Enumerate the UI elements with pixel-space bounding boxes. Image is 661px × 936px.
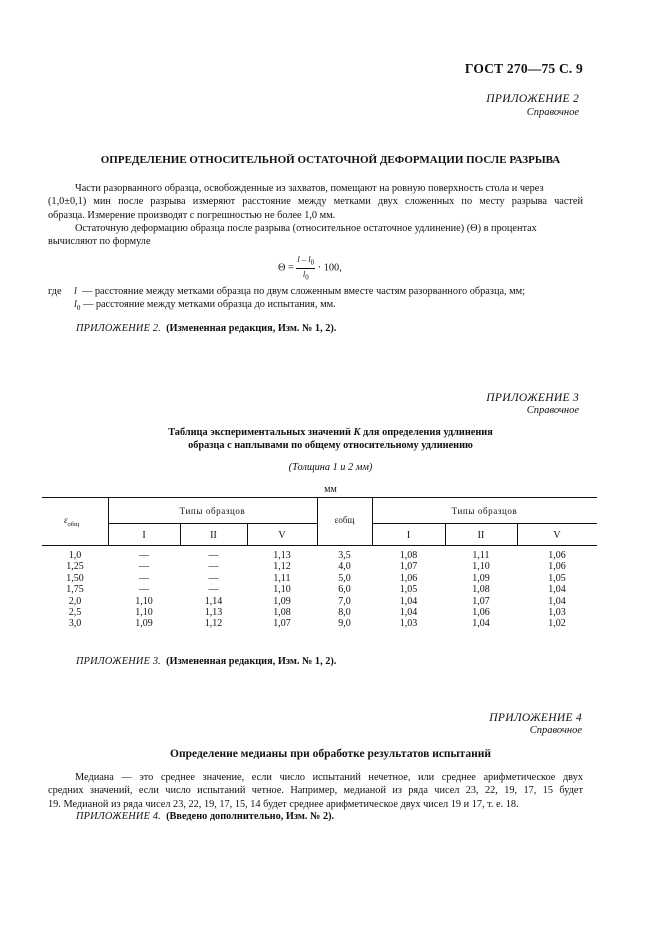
table-title: [0, 426, 661, 452]
table-cell: 2,0: [68, 595, 82, 607]
appendix2-paragraph1: [48, 182, 583, 222]
table-top-rule: [42, 497, 597, 498]
formula-denominator-text: l: [302, 268, 306, 279]
appendix3-note-text: (Измененная редакция, Изм. № 1, 2).: [166, 656, 337, 667]
table-cell: 1,07: [472, 595, 490, 607]
table-cell: 1,0: [68, 550, 82, 561]
table-cell: 1,13: [204, 607, 223, 619]
header-eps-right: εобщ: [334, 515, 355, 525]
appendix2-note-label: ПРИЛОЖЕНИЕ 2.: [76, 323, 161, 334]
table-cell: 8,0: [338, 607, 351, 619]
table-cell: 1,08: [273, 607, 291, 619]
table-cell: 1,04: [548, 595, 566, 607]
table-cell: —: [208, 550, 219, 561]
table-title-part2: для определения удлинения: [362, 427, 493, 438]
table-cell: 1,03: [548, 607, 566, 619]
appendix2-paragraph2: [48, 222, 583, 249]
table-cell: 1,04: [399, 607, 418, 619]
table-body: [0, 550, 661, 632]
table-cell: —: [208, 561, 219, 573]
appendix4-label: ПРИЛОЖЕНИЕ 4: [489, 712, 582, 724]
formula-numerator-text: l – l: [297, 254, 311, 264]
table-cell: 1,12: [273, 561, 291, 573]
appendix4-type: Справочное: [529, 725, 582, 736]
table-title-line1: [0, 426, 661, 439]
table-cell: 1,09: [273, 595, 291, 607]
table-cell: —: [139, 550, 149, 561]
definition-l-symbol: l: [74, 286, 77, 297]
table-cell: 1,06: [399, 572, 418, 584]
appendix4-line3: 19. Медианой из ряда чисел 23, 22, 19, 17, 15, 14 будет среднее арифметическое двух чисел 19 и 17, т. е. 18.: [48, 798, 519, 810]
header-types-left: Типы образцов: [179, 506, 246, 516]
appendix3-note: [76, 656, 336, 667]
col-eps-left: [42, 550, 108, 630]
appendix2-p1-line2: (1,0±0,1) мин после разрыва измеряют расстояние между метками двух сложенных по месту разрыва частей: [48, 196, 583, 208]
formula-rhs: · 100,: [317, 262, 342, 274]
formula-denominator-sub: 0: [305, 273, 309, 282]
appendix4-line2: средних значений, если число испытаний четное. Например, медианой из ряда чисел 23, 22, 19, 17, 15 будет: [48, 785, 583, 797]
appendix2-p2-line1: Остаточную деформацию образца после разрыва (относительное остаточное удлинение) (Θ) в процентах: [75, 223, 537, 234]
table-cell: 1,10: [135, 595, 153, 607]
formula-fraction: [296, 254, 315, 282]
definition-list: [74, 285, 594, 316]
header-type-I-left: I: [142, 530, 146, 541]
table-cell: 1,05: [399, 584, 418, 596]
appendix4-note-text: (Введено дополнительно, Изм. № 2).: [166, 811, 335, 822]
col-type-II-right: [445, 550, 517, 630]
appendix3-type: Справочное: [526, 405, 579, 416]
formula: [278, 254, 342, 282]
table-cell: 1,07: [273, 618, 291, 630]
table-right-subheader-rule: [372, 523, 597, 524]
appendix2-p1-line3: образца. Измерение производят с погрешностью не более 1,0 мм.: [48, 209, 336, 221]
appendix2-title: ОПРЕДЕЛЕНИЕ ОТНОСИТЕЛЬНОЙ ОСТАТОЧНОЙ ДЕФОРМАЦИИ ПОСЛЕ РАЗРЫВА: [100, 154, 561, 166]
header-type-I-right: I: [406, 530, 411, 541]
table-cell: 1,02: [548, 618, 566, 630]
appendix2-note: [76, 323, 336, 334]
definition-l0-text: — расстояние между метками образца до испытания, мм.: [82, 299, 336, 311]
table-left-subheader-rule: [108, 523, 317, 524]
table-title-part1: Таблица экспериментальных значений: [168, 427, 351, 438]
appendix4-paragraph: [48, 771, 583, 811]
header-types-right: Типы образцов: [451, 506, 518, 516]
header-type-II-left: II: [210, 530, 217, 541]
table-cell: 7,0: [338, 595, 351, 607]
table-cell: —: [139, 584, 149, 596]
table-cell: 1,04: [472, 618, 490, 630]
table-cell: 1,04: [548, 584, 566, 596]
header-eps-left: [64, 515, 79, 528]
appendix2-p2-line2: вычисляют по формуле: [48, 236, 151, 248]
page-header: ГОСТ 270—75 С. 9: [464, 61, 583, 76]
appendix2-type: Справочное: [526, 107, 579, 118]
appendix4-line1: Медиана — это среднее значение, если число испытаний нечетное, или среднее арифметическое двух: [75, 772, 583, 783]
appendix2-label: ПРИЛОЖЕНИЕ 2: [486, 93, 579, 105]
table-cell: 1,50: [66, 572, 84, 584]
definition-l0-symbol: l: [74, 299, 77, 311]
table-cell: 1,12: [204, 618, 223, 630]
appendix4-title: Определение медианы при обработке результатов испытаний: [170, 748, 491, 760]
definition-l0: [74, 298, 594, 315]
appendix2-note-text: (Измененная редакция, Изм. № 1, 2).: [166, 323, 337, 334]
table-cell: 1,10: [273, 584, 291, 596]
header-type-V-right: V: [553, 530, 561, 541]
appendix4-note: [76, 811, 334, 822]
table-cell: 1,07: [399, 561, 418, 573]
table-cell: 2,5: [68, 607, 82, 619]
table-cell: 1,10: [472, 561, 490, 573]
table-cell: 1,06: [472, 607, 490, 619]
table-cell: 3,5: [338, 550, 351, 561]
formula-numerator-sub: 0: [310, 258, 315, 267]
table-cell: —: [139, 572, 149, 584]
col-type-I-right: [372, 550, 445, 630]
table-cell: 1,11: [472, 550, 490, 561]
appendix2-p1-line1: Части разорванного образца, освобожденные из захватов, помещают на ровную поверхность стола и через: [75, 183, 544, 194]
col-type-I-left: [108, 550, 180, 630]
header-type-II-right: II: [477, 530, 485, 541]
table-cell: 1,08: [472, 584, 490, 596]
header-eps-left-symbol: ε: [64, 515, 68, 525]
definition-l0-sub: 0: [76, 304, 81, 313]
table-cell: 1,09: [135, 618, 153, 630]
col-type-V-left: [247, 550, 317, 630]
table-cell: 3,0: [68, 618, 82, 630]
header-type-V-left: V: [278, 530, 286, 541]
table-thickness: (Толщина 1 и 2 мм): [288, 462, 373, 473]
appendix3-note-label: ПРИЛОЖЕНИЕ 3.: [76, 656, 161, 667]
formula-denominator: [296, 269, 315, 283]
table-cell: 1,03: [399, 618, 418, 630]
table-cell: 1,25: [66, 561, 84, 573]
definition-l: [74, 285, 594, 298]
table-cell: 1,11: [273, 572, 291, 584]
table-cell: 5,0: [338, 572, 351, 584]
col-eps-right: [317, 550, 372, 630]
table-cell: 6,0: [338, 584, 351, 596]
formula-numerator: [296, 254, 315, 269]
table-unit: мм: [324, 484, 337, 495]
table-cell: 1,04: [399, 595, 418, 607]
table-cell: 1,06: [548, 561, 566, 573]
appendix4-note-label: ПРИЛОЖЕНИЕ 4.: [76, 811, 161, 822]
table-title-line2: образца с наплывами по общему относительному удлинению: [188, 440, 473, 451]
table-cell: 1,09: [472, 572, 490, 584]
table-cell: 1,06: [548, 550, 566, 561]
table-cell: —: [208, 572, 219, 584]
table-cell: 1,05: [548, 572, 566, 584]
table-cell: 1,13: [273, 550, 291, 561]
where-word: где: [48, 286, 62, 297]
definition-l-text: — расстояние между метками образца по двум сложенным вместе частям разорванного образца, мм;: [82, 286, 526, 297]
header-eps-left-sub: общ: [67, 520, 80, 528]
appendix3-label: ПРИЛОЖЕНИЕ 3: [486, 392, 579, 404]
table-cell: —: [139, 561, 149, 573]
col-type-V-right: [517, 550, 597, 630]
formula-lhs: Θ =: [278, 262, 294, 274]
table-cell: 9,0: [338, 618, 351, 630]
table-header-bottom-rule: [42, 545, 597, 546]
table-title-k: K: [353, 427, 361, 438]
col-type-II-left: [180, 550, 247, 630]
table-cell: 4,0: [338, 561, 351, 573]
table-cell: 1,10: [135, 607, 153, 619]
table-cell: 1,14: [204, 595, 223, 607]
table-cell: 1,08: [399, 550, 418, 561]
table-cell: —: [208, 584, 219, 596]
table-cell: 1,75: [66, 584, 84, 596]
